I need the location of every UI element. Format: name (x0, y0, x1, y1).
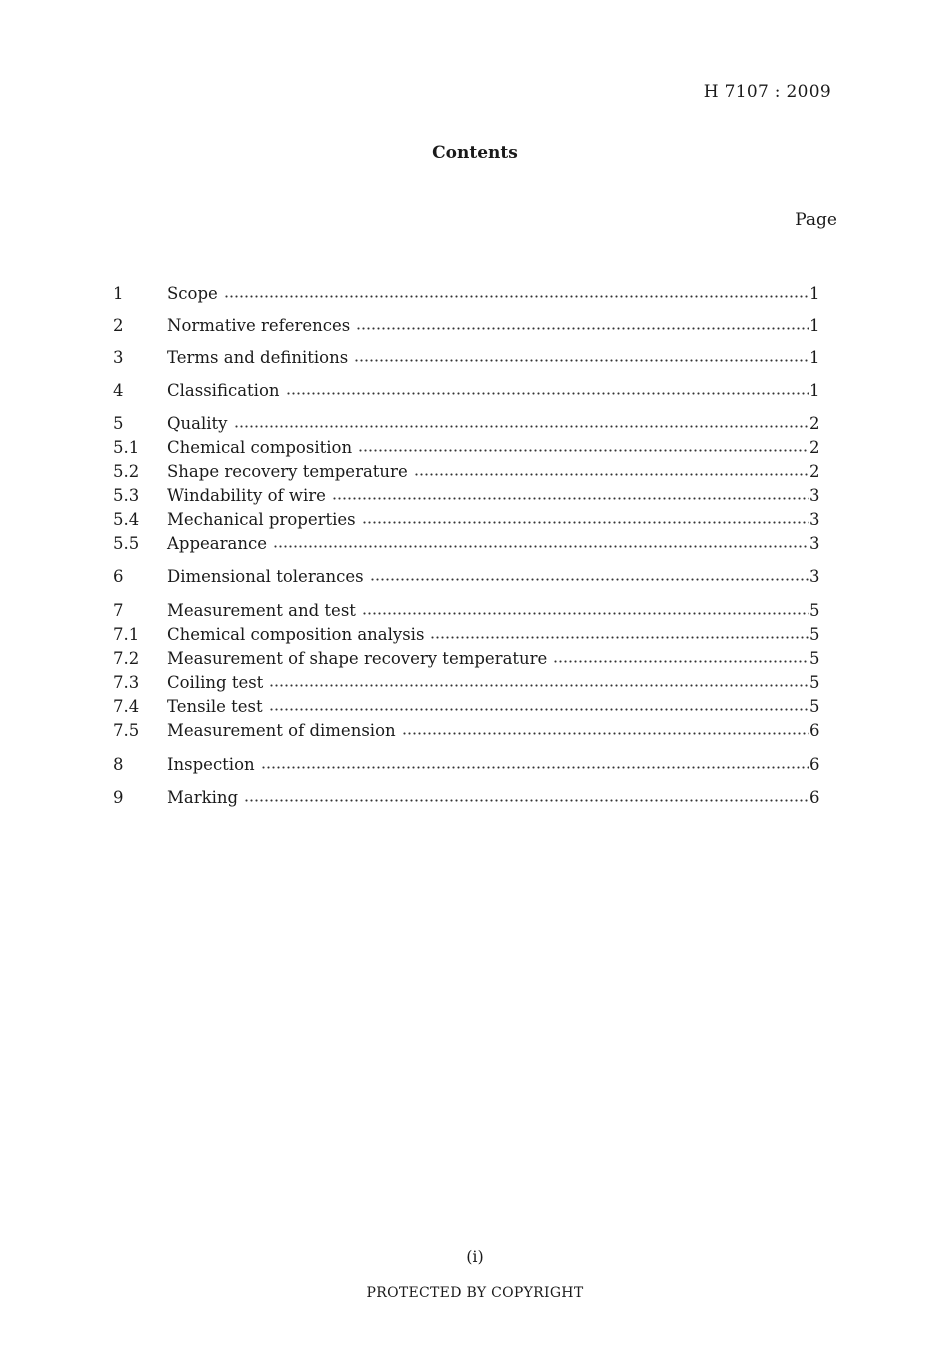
toc-entry-page: 1 (809, 348, 820, 367)
toc-dot-leader (370, 578, 809, 581)
toc-entry-title: Appearance (167, 534, 267, 553)
toc-entry-page: 2 (809, 462, 820, 481)
toc-entry-number: 3 (113, 348, 124, 367)
toc-entry[interactable] (113, 567, 819, 589)
toc-entry-title: Mechanical properties (167, 510, 356, 529)
toc-dot-leader (358, 449, 809, 452)
toc-entry-number: 5 (113, 414, 124, 433)
toc-entry-number: 5.2 (113, 462, 140, 481)
toc-entry-page: 1 (809, 381, 820, 400)
toc-entry-title: Dimensional tolerances (167, 567, 364, 586)
toc-entry-title: Scope (167, 284, 218, 303)
toc-entry[interactable] (113, 649, 819, 671)
toc-entry[interactable] (113, 316, 819, 338)
toc-entry[interactable] (113, 625, 819, 647)
toc-entry-number: 5.5 (113, 534, 140, 553)
toc-entry[interactable] (113, 673, 819, 695)
toc-entry-title: Chemical composition (167, 438, 353, 457)
toc-entry-number: 1 (113, 284, 124, 303)
toc-entry-page: 5 (809, 673, 820, 692)
toc-entry-title: Shape recovery temperature (167, 462, 408, 481)
toc-entry-number: 9 (113, 788, 124, 807)
footer-page-number: (i) (466, 1247, 484, 1266)
toc-entry-number: 7.3 (113, 673, 140, 692)
toc-entry[interactable] (113, 534, 819, 556)
toc-entry-title: Coiling test (167, 673, 264, 692)
toc-entry-page: 2 (809, 438, 820, 457)
toc-entry-page: 5 (809, 601, 820, 620)
toc-entry-number: 7 (113, 601, 124, 620)
toc-dot-leader (244, 799, 809, 802)
toc-dot-leader (414, 473, 809, 476)
toc-entry[interactable] (113, 788, 819, 810)
toc-dot-leader (234, 425, 810, 428)
toc-dot-leader (362, 612, 809, 615)
toc-entry-page: 3 (809, 567, 820, 586)
toc-entry-number: 5.4 (113, 510, 140, 529)
toc-entry-page: 5 (809, 697, 820, 716)
toc-entry-number: 2 (113, 316, 124, 335)
toc-entry-number: 7.5 (113, 721, 140, 740)
toc-dot-leader (354, 359, 809, 362)
toc-entry-page: 1 (809, 284, 820, 303)
toc-entry-number: 6 (113, 567, 124, 586)
toc-entry-page: 5 (809, 625, 820, 644)
toc-entry-title: Classification (167, 381, 280, 400)
toc-entry-number: 7.4 (113, 697, 140, 716)
toc-entry-page: 6 (809, 788, 820, 807)
toc-entry[interactable] (113, 438, 819, 460)
toc-dot-leader (402, 732, 809, 735)
toc-entry[interactable] (113, 697, 819, 719)
toc-entry-title: Measurement of shape recovery temperature (167, 649, 548, 668)
toc-entry-title: Measurement of dimension (167, 721, 396, 740)
toc-dot-leader (273, 545, 809, 548)
toc-entry-title: Normative references (167, 316, 351, 335)
toc-entry[interactable] (113, 284, 819, 306)
document-id: H 7107 : 2009 (703, 82, 831, 102)
toc-entry-number: 5.3 (113, 486, 140, 505)
toc-entry-title: Inspection (167, 755, 255, 774)
toc-dot-leader (356, 327, 809, 330)
toc-dot-leader (224, 295, 809, 298)
toc-entry-number: 5.1 (113, 438, 140, 457)
toc-dot-leader (286, 392, 809, 395)
toc-entry-title: Terms and definitions (167, 348, 349, 367)
toc-entry-page: 3 (809, 486, 820, 505)
toc-dot-leader (332, 497, 809, 500)
toc-entry[interactable] (113, 486, 819, 508)
toc-entry-page: 2 (809, 414, 820, 433)
toc-entry-number: 7.2 (113, 649, 140, 668)
contents-title: Contents (432, 143, 518, 163)
toc-entry-number: 8 (113, 755, 124, 774)
toc-entry[interactable] (113, 721, 819, 743)
toc-entry-number: 4 (113, 381, 124, 400)
toc-entry-title: Marking (167, 788, 239, 807)
toc-entry-title: Chemical composition analysis (167, 625, 425, 644)
toc-entry-page: 3 (809, 534, 820, 553)
footer-copyright: PROTECTED BY COPYRIGHT (366, 1285, 584, 1301)
toc-entry[interactable] (113, 462, 819, 484)
page-column-label: Page (795, 210, 837, 230)
toc-entry[interactable] (113, 381, 819, 403)
toc-entry-page: 5 (809, 649, 820, 668)
toc-entry-title: Measurement and test (167, 601, 356, 620)
toc-dot-leader (553, 660, 809, 663)
toc-entry[interactable] (113, 755, 819, 777)
toc-entry-title: Windability of wire (167, 486, 326, 505)
toc-dot-leader (269, 684, 809, 687)
toc-entry-title: Quality (167, 414, 228, 433)
toc-dot-leader (261, 766, 809, 769)
toc-entry-number: 7.1 (113, 625, 140, 644)
toc-entry[interactable] (113, 414, 819, 436)
toc-entry-page: 1 (809, 316, 820, 335)
toc-dot-leader (430, 636, 809, 639)
toc-dot-leader (362, 521, 809, 524)
toc-entry[interactable] (113, 601, 819, 623)
toc-entry[interactable] (113, 348, 819, 370)
toc-entry-page: 3 (809, 510, 820, 529)
toc-entry-page: 6 (809, 721, 820, 740)
toc-entry-title: Tensile test (167, 697, 263, 716)
toc-entry[interactable] (113, 510, 819, 532)
toc-dot-leader (269, 708, 809, 711)
toc-entry-page: 6 (809, 755, 820, 774)
